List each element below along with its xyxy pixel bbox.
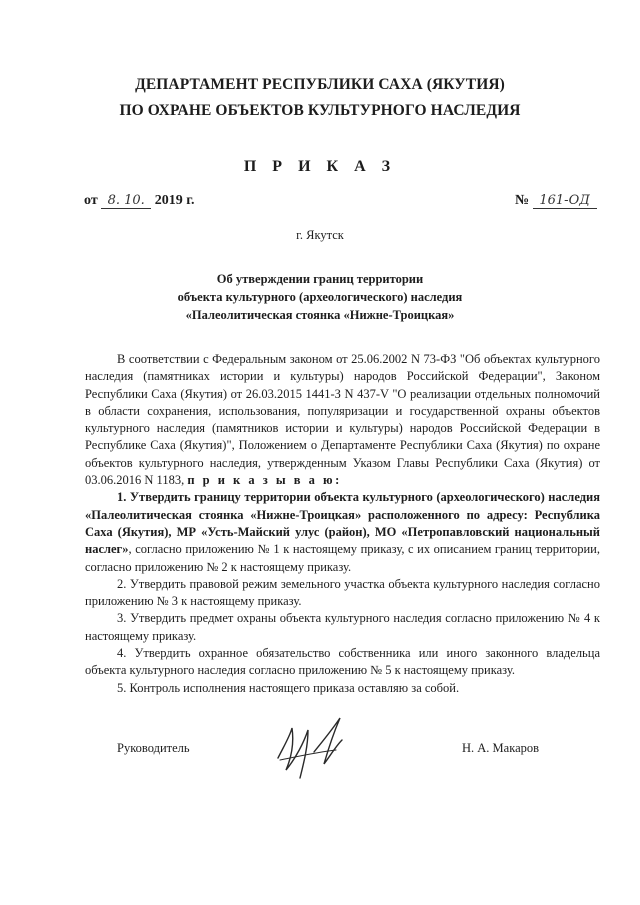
item-1-rest: , согласно приложению № 1 к настоящему приказу, с их описанием границ территории, согласно приложению № 2 к настоящему приказу.	[85, 542, 600, 574]
date-prefix: от	[84, 193, 98, 208]
order-number	[515, 193, 597, 209]
item-2: 2. Утвердить правовой режим земельного участка объекта культурного наследия согласно приложению № 3 к настоящему приказу.	[85, 576, 600, 609]
preamble-paragraph	[85, 351, 600, 489]
department-name-line1: ДЕПАРТАМЕНТ РЕСПУБЛИКИ САХА (ЯКУТИЯ)	[135, 76, 505, 93]
preamble-text: В соответствии с Федеральным законом от 25.06.2002 N 73-ФЗ "Об объектах культурного наследия (памятниках истории и культуры) народов Российской Федерации", Законом Республики Саха (Якутия) от 26.03.2015 1441-З N 437-V "О реализации отдельных полномочий в области сохранения, использования, популяризации и государственной охраны объектов культурного наследия (памятников истории и культуры) народов Российской Федерации в Республике Саха (Якутия)", Положением о Департаменте Республики Саха (Якутия) по охране объектов культурного наследия, утвержденным Указом Главы Республики Саха (Якутия) от 03.06.2016 N 1183,	[85, 352, 600, 488]
order-body	[85, 351, 600, 697]
signatory-role: Руководитель	[117, 741, 190, 755]
number-prefix: №	[515, 193, 530, 208]
document-title: П Р И К А З	[243, 158, 397, 175]
item-1	[85, 489, 600, 575]
date-year: 2019 г.	[154, 193, 195, 208]
item-4: 4. Утвердить охранное обязательство собственника или иного законного владельца объекта культурного наследия согласно приложению № 5 к настоящему приказу.	[85, 646, 600, 678]
handwritten-number: 161-ОД	[533, 193, 597, 209]
item-5: 5. Контроль исполнения настоящего приказа оставляю за собой.	[117, 680, 460, 695]
subject-line2: объекта культурного (археологического) наследия	[177, 290, 463, 304]
city: г. Якутск	[296, 228, 344, 242]
item-3: 3. Утвердить предмет охраны объекта культурного наследия согласно приложению № 4 к настоящему приказу.	[85, 611, 600, 643]
handwritten-date: 8. 10.	[101, 193, 151, 209]
subject-line1: Об утверждении границ территории	[216, 272, 424, 286]
handwritten-signature	[270, 712, 360, 784]
signatory-name: Н. А. Макаров	[462, 741, 540, 755]
subject-line3: «Палеолитическая стоянка «Нижне-Троицкая»	[185, 308, 455, 322]
order-date	[84, 193, 194, 209]
item-1-bold: 1. Утвердить границу территории объекта культурного (археологического) наследия «Палеолитическая стоянка «Нижне-Троицкая» расположенного по адресу: Республика Саха (Якутия), МР «Усть-Майский улус (район), МО «Петропавловский национальный наслег»	[85, 490, 600, 557]
department-name-line2: ПО ОХРАНЕ ОБЪЕКТОВ КУЛЬТУРНОГО НАСЛЕДИЯ	[119, 102, 521, 119]
order-word: п р и к а з ы в а ю:	[187, 473, 342, 488]
